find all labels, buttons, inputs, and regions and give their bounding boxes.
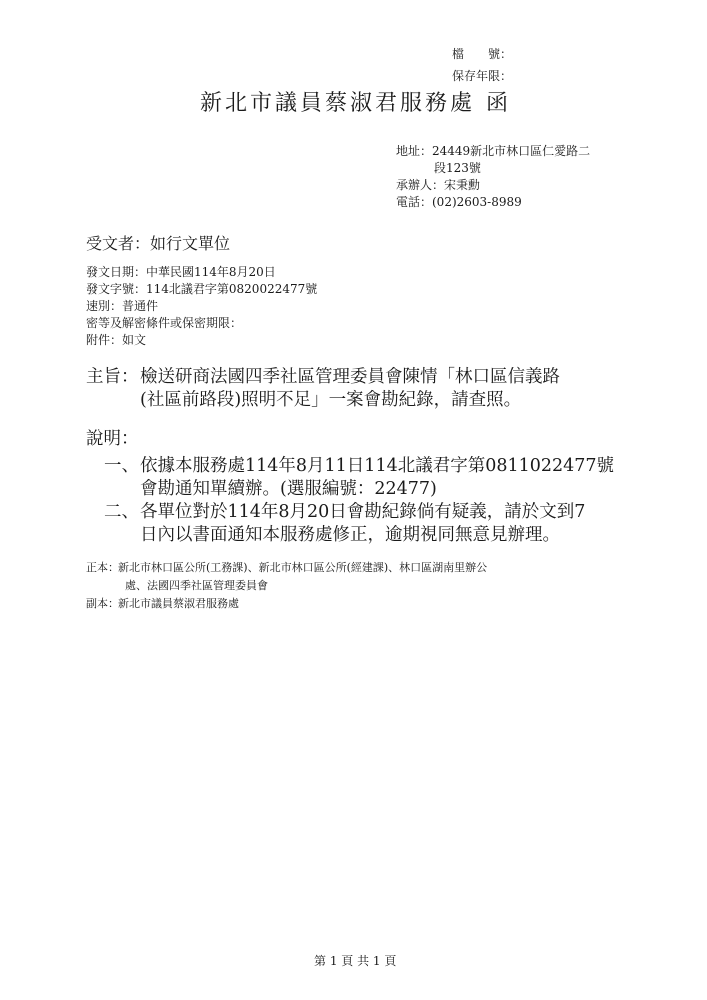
copy-recipients-line: 新北市議員蔡淑君服務處: [118, 597, 239, 610]
explanation-item-line: 依據本服務處114年8月11日114北議君字第0811022477號: [140, 456, 615, 476]
address-line-2: 段123號: [434, 161, 481, 175]
handler-line: 承辦人：宋秉勳: [396, 178, 481, 192]
explanation-item-line: 會勘通知單續辦。(選服編號：22477): [140, 479, 437, 499]
copy-recipients-label: 副本：: [86, 597, 119, 610]
secrecy-line: 密等及解密條件或保密期限：: [86, 316, 243, 330]
issue-date: 發文日期：中華民國114年8月20日: [86, 265, 276, 279]
main-recipients-line-2: 處、法國四季社區管理委員會: [125, 579, 268, 592]
recipient-line: 受文者：如行文單位: [86, 234, 231, 253]
retention-period-label: 保存年限：: [452, 69, 513, 83]
explanation-item-line: 各單位對於114年8月20日會勘紀錄倘有疑義，請於文到7: [140, 502, 586, 522]
page-number: 第 1 頁 共 1 頁: [314, 954, 397, 968]
document-type: 函: [486, 91, 512, 116]
document-title: 新北市議員蔡淑君服務處: [200, 91, 476, 116]
attachment-line: 附件：如文: [86, 333, 147, 347]
subject-label: 主旨：: [86, 367, 139, 387]
explanation-label: 說明：: [86, 429, 139, 449]
explanation-item-number: 一、: [104, 456, 139, 476]
speed-class: 速別：普通件: [86, 299, 159, 313]
subject-line-2: (社區前路段)照明不足」一案會勘紀錄，請查照。: [140, 390, 522, 410]
reference-number: 發文字號：114北議君字第0820022477號: [86, 282, 318, 296]
address-line-1: 地址：24449新北市林口區仁愛路二: [396, 144, 591, 158]
explanation-item-number: 二、: [104, 502, 139, 522]
phone-line: 電話：(02)2603-8989: [396, 195, 522, 209]
file-number-label: 檔 號：: [452, 47, 513, 61]
subject-line-1: 檢送研商法國四季社區管理委員會陳情「林口區信義路: [140, 367, 560, 387]
main-recipients-line-1: 新北市林口區公所(工務課)、新北市林口區公所(經建課)、林口區湖南里辦公: [118, 561, 488, 574]
explanation-item-line: 日內以書面通知本服務處修正，逾期視同無意見辦理。: [140, 525, 560, 545]
main-recipients-label: 正本：: [86, 561, 119, 574]
